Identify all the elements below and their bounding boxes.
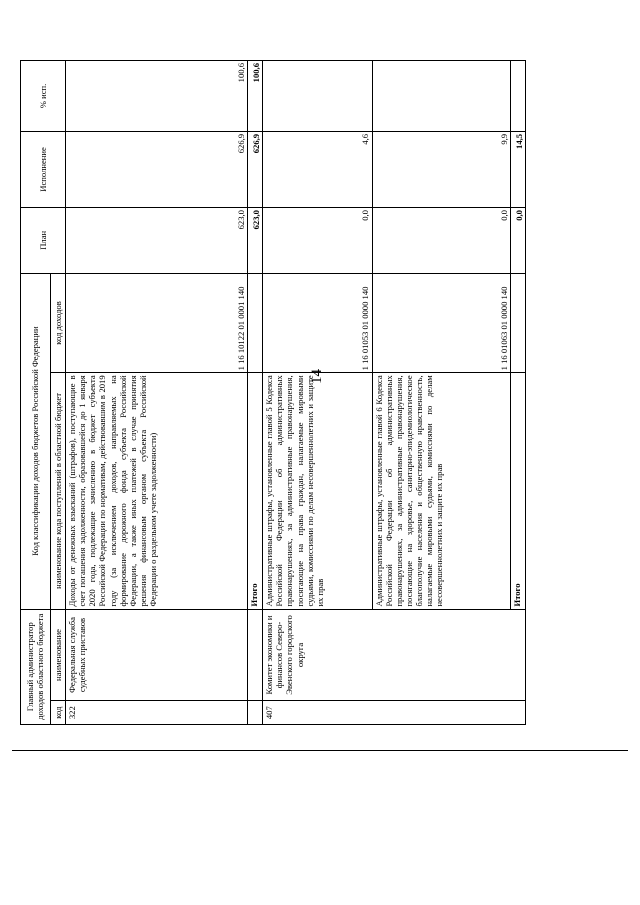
percent-value [372, 61, 510, 132]
percent-total [510, 61, 525, 132]
plan-total: 623,0 [248, 208, 263, 274]
percent-value: 100,6 [66, 61, 248, 132]
plan-value: 0,0 [372, 208, 510, 274]
income-name: Административные штрафы, установленные главой 6 Кодекса Российской Федерации об административных правонарушениях, за административные правонарушения, посягающие на здоровье, санитарно-эпидемиологическое благополучие населения и общественную нравственность, налагаемые мировыми судьями, комиссиями по делам несовершеннолетних и защите их прав [372, 373, 510, 609]
admin-code: 407 [263, 701, 526, 725]
header-sub-code: код [50, 701, 65, 725]
header-execution: Исполнение [21, 131, 66, 207]
income-code: 1 16 01053 01 0000 140 [263, 273, 372, 373]
footer-divider [12, 750, 628, 751]
execution-value: 4,6 [263, 131, 372, 207]
total-label: Итого [248, 373, 263, 609]
admin-name: Федеральная служба судебных приставов [66, 609, 248, 701]
execution-total: 14,5 [510, 131, 525, 207]
percent-total: 100,6 [248, 61, 263, 132]
header-admin-group: Главный администратор доходов областного бюджета [21, 609, 51, 724]
admin-name: Комитет экономики и финансов Северо-Эвенского городского округа [263, 609, 526, 701]
table-row [263, 61, 372, 725]
header-sub-income-name: наименование кода поступлений в областной бюджет [50, 373, 65, 609]
table-row [66, 61, 248, 725]
rotated-table-wrapper [20, 60, 526, 725]
income-table [20, 60, 526, 725]
total-row [248, 61, 263, 725]
admin-code: 322 [66, 701, 248, 725]
income-name: Административные штрафы, установленные главой 5 Кодекса Российской Федерации об административных правонарушениях, за административные правонарушения, посягающие на права граждан, налагаемые мировыми судьями, комиссиями по делам несовершеннолетних и защите их прав [263, 373, 372, 609]
plan-total: 0,0 [510, 208, 525, 274]
plan-value: 0,0 [263, 208, 372, 274]
income-name: Доходы от денежных взысканий (штрафов), поступающие в счет погашения задолженности, образовавшейся до 1 января 2020 года, подлежащие зачислению в бюджет субъекта Российской Федерации по нормативам, действовавшим в 2019 году (за исключением доходов, направляемых на формирование дорожного фонда субъекта Российской Федерации, а также иных платежей в случае принятия решения финансовым органом субъекта Российской Федерации о раздельном учете задолженности) [66, 373, 248, 609]
header-sub-income-code: код доходов [50, 273, 65, 373]
header-code-group: Код классификации доходов бюджетов Российской Федерации [21, 273, 51, 609]
plan-value: 623,0 [66, 208, 248, 274]
page-number: 14 [309, 369, 325, 384]
execution-total: 626,9 [248, 131, 263, 207]
execution-value: 9,9 [372, 131, 510, 207]
header-plan: План [21, 208, 66, 274]
header-sub-name: наименование [50, 609, 65, 701]
total-label: Итого [510, 373, 525, 609]
execution-value: 626,9 [66, 131, 248, 207]
income-code: 1 16 10122 01 0001 140 [66, 273, 248, 373]
percent-value [263, 61, 372, 132]
income-code: 1 16 01063 01 0000 140 [372, 273, 510, 373]
header-percent: % исп. [21, 61, 66, 132]
